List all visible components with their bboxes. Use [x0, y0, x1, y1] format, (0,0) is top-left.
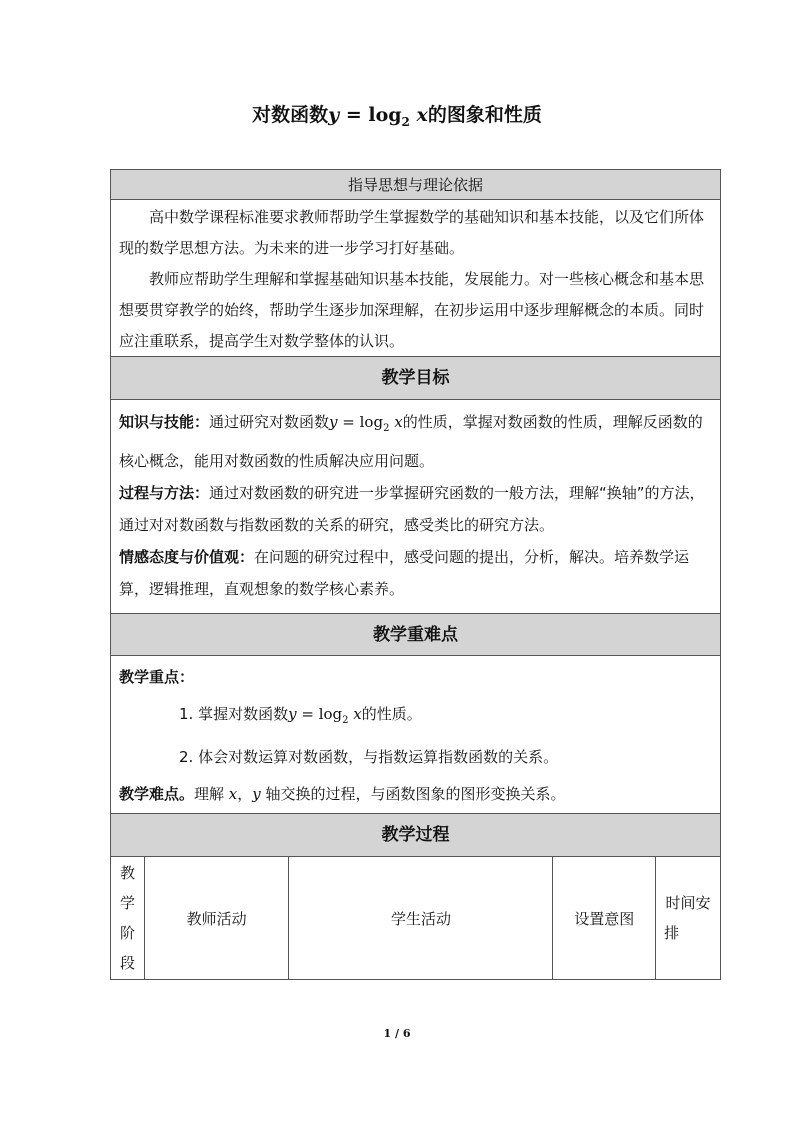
guiding-paragraph-2: 教师应帮助学生理解和掌握基础知识基本技能，发展能力。对一些核心概念和基本思想要贯穿教学的始终，帮助学生逐步加深理解，在初步运用中逐步理解概念的本质。同时应注重联系，提高学生对数学整体的认识。 — [119, 270, 705, 350]
col-time: 时间安 排 — [664, 894, 711, 942]
inline-formula: $y = \log_2 x$ — [288, 705, 362, 726]
goal-emotion: 情感态度与价值观：在问题的研究过程中，感受问题的提出，分析，解决。培养数学运算，逻辑推理，直观想象的数学核心素养。 — [119, 548, 690, 598]
col-teacher: 教师活动 — [144, 857, 289, 979]
process-columns — [111, 857, 720, 979]
page-number: 1 / 6 — [383, 1027, 411, 1040]
goal-process: 过程与方法：通过对数函数的研究进一步掌握研究函数的一般方法，理解“换轴”的方法，通过对对数函数与指数函数的关系的研究，感受类比的研究方法。 — [119, 484, 705, 534]
col-intent: 设置意图 — [553, 857, 656, 979]
lesson-plan-table — [110, 169, 721, 980]
title-suffix: 的图象和性质 — [427, 104, 542, 126]
guiding-heading: 指导思想与理论依据 — [111, 170, 720, 200]
guiding-body — [111, 200, 720, 357]
guiding-paragraph-1: 高中数学课程标准要求教师帮助学生掌握数学的基础知识和基本技能，以及它们所体现的数学思想方法。为未来的进一步学习打好基础。 — [119, 208, 705, 257]
title-formula: $y = \log_2 x$ — [328, 104, 428, 129]
process-heading: 教学过程 — [111, 814, 720, 857]
goals-body — [111, 400, 720, 614]
goals-heading: 教学目标 — [111, 357, 720, 400]
title-prefix: 对数函数 — [252, 104, 329, 126]
col-stage: 教 学 阶 段 — [111, 857, 144, 979]
difficulty-line: 教学难点。理解 x，y 轴交换的过程，与函数图象的图形变换关系。 — [119, 785, 566, 803]
document-title — [0, 100, 794, 129]
focus-item-2: 2. 体会对数运算对数函数，与指数运算指数函数的关系。 — [179, 748, 559, 766]
inline-formula: $y = \log_2 x$ — [329, 413, 403, 434]
table-row — [111, 857, 720, 979]
keypoints-body — [111, 656, 720, 814]
col-student: 学生活动 — [289, 857, 553, 979]
focus-label: 教学重点： — [119, 668, 195, 686]
keypoints-heading: 教学重难点 — [111, 614, 720, 656]
focus-item-1: 1. 掌握对数函数$y = \log_2 x$的性质。 — [179, 705, 422, 726]
goal-knowledge: 知识与技能：通过研究对数函数$y = \log_2 x$的性质，掌握对数函数的性质，理解反函数的核心概念，能用对数函数的性质解决应用问题。 — [119, 413, 703, 470]
